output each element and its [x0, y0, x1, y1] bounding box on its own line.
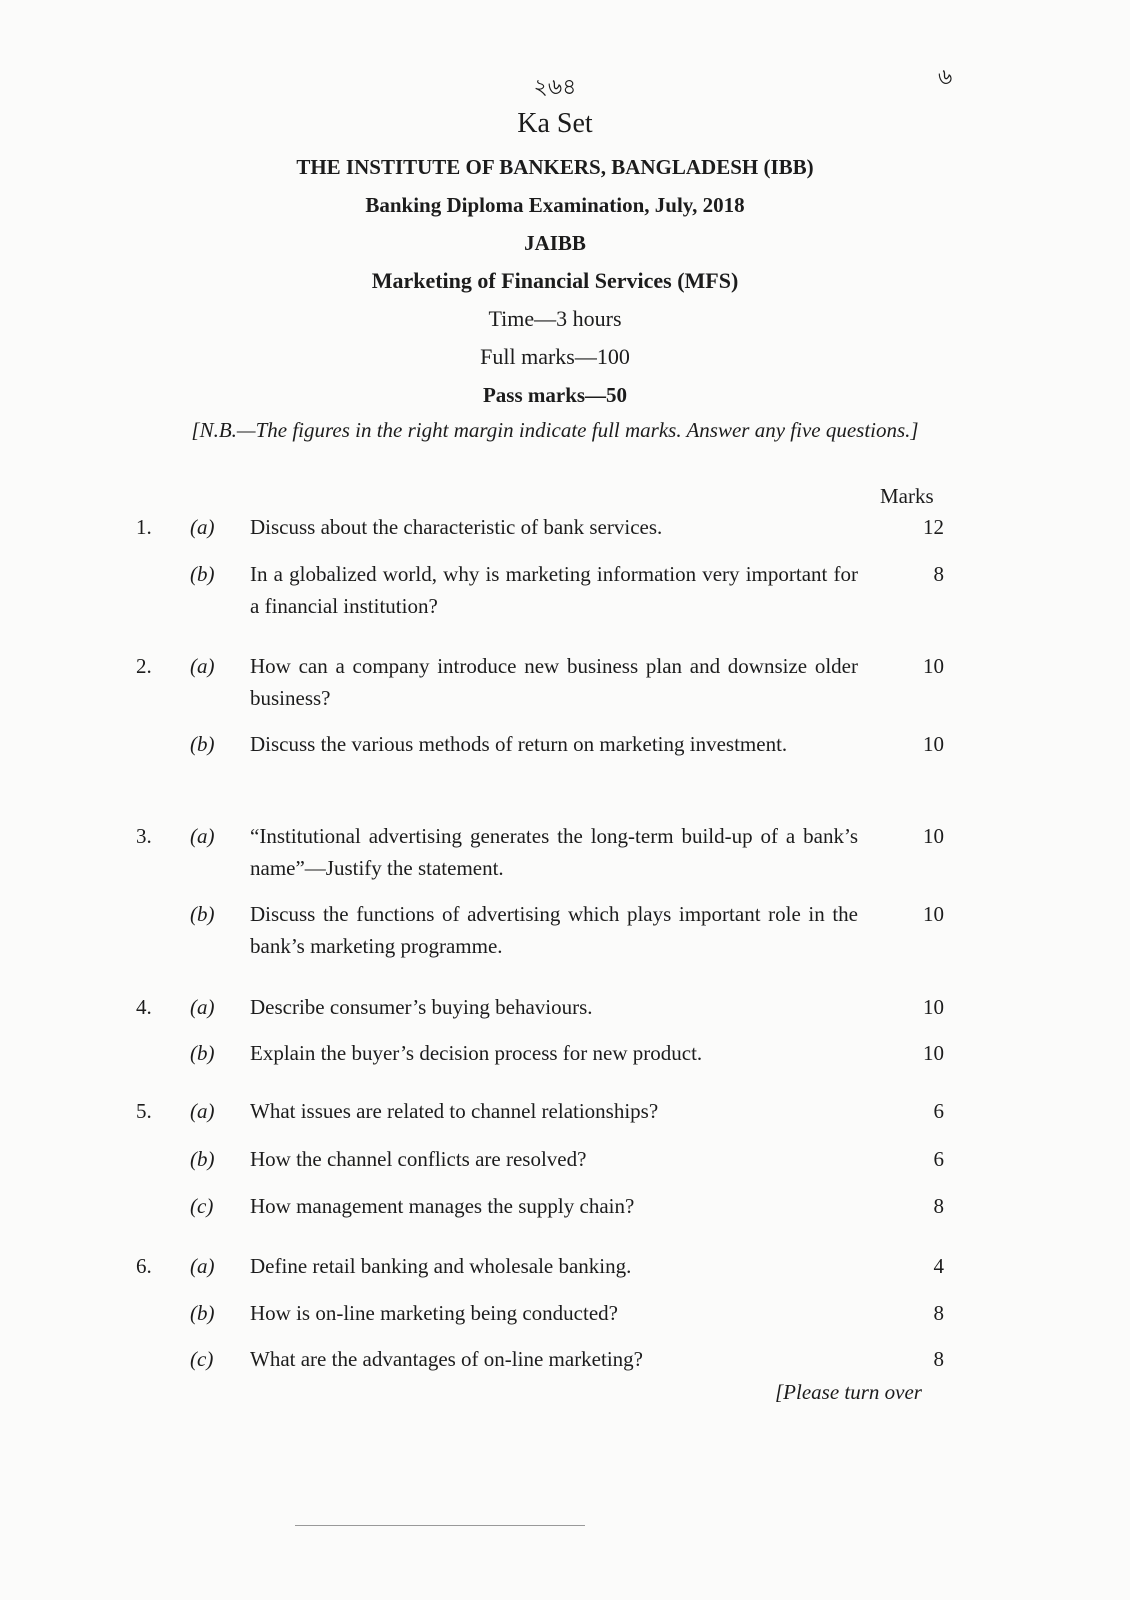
question-text: What issues are related to channel relationships?	[250, 1099, 659, 1123]
question-marks: 4	[933, 1254, 944, 1278]
question-number: 5.	[136, 1099, 152, 1123]
question-text: Define retail banking and wholesale banking.	[250, 1254, 632, 1278]
question-number: 1.	[136, 515, 152, 539]
question-number: 4.	[136, 995, 152, 1019]
question-text: How can a company introduce new business plan and downsize older business?	[250, 654, 858, 710]
question-marks: 10	[923, 654, 944, 678]
question-marks: 10	[923, 824, 944, 848]
turn-over-note: [Please turn over	[775, 1380, 922, 1404]
part-label: (b)	[190, 562, 215, 586]
part-label: (a)	[190, 824, 215, 848]
question-marks: 12	[923, 515, 944, 539]
question-marks: 8	[933, 562, 944, 586]
part-label: (a)	[190, 654, 215, 678]
marks-heading: Marks	[880, 484, 934, 508]
time-allowed: Time—3 hours	[488, 306, 622, 331]
part-label: (a)	[190, 515, 215, 539]
part-label: (b)	[190, 1147, 215, 1171]
part-label: (a)	[190, 1099, 215, 1123]
question-number: 3.	[136, 824, 152, 848]
question-text: In a globalized world, why is marketing information very important for a financial institution?	[250, 562, 858, 618]
question-text: Describe consumer’s buying behaviours.	[250, 995, 593, 1019]
page-number: ৬	[938, 65, 953, 90]
question-marks: 8	[933, 1301, 944, 1325]
question-text: Explain the buyer’s decision process for new product.	[250, 1041, 703, 1065]
question-number: 2.	[136, 654, 152, 678]
question-text: How management manages the supply chain?	[250, 1194, 635, 1218]
instructions: [N.B.—The figures in the right margin indicate full marks. Answer any five questions.]	[191, 418, 919, 442]
question-text: Discuss the functions of advertising which plays important role in the bank’s marketing programme.	[250, 902, 858, 958]
full-marks: Full marks—100	[480, 344, 630, 369]
question-text: Discuss about the characteristic of bank services.	[250, 515, 663, 539]
institute-name: THE INSTITUTE OF BANKERS, BANGLADESH (IBB)	[296, 155, 814, 179]
question-text: “Institutional advertising generates the long-term build-up of a bank’s name”—Justify the statement.	[250, 824, 858, 880]
bottom-divider	[295, 1525, 585, 1526]
question-text: How is on-line marketing being conducted?	[250, 1301, 618, 1325]
part-label: (a)	[190, 995, 215, 1019]
part-label: (c)	[190, 1194, 214, 1218]
part-label: (a)	[190, 1254, 215, 1278]
part-label: (b)	[190, 732, 215, 756]
exam-header	[0, 104, 1110, 414]
subject-title: Marketing of Financial Services (MFS)	[371, 268, 739, 293]
question-marks: 10	[923, 732, 944, 756]
part-label: (b)	[190, 1301, 215, 1325]
question-marks: 10	[923, 902, 944, 926]
exam-name: Banking Diploma Examination, July, 2018	[365, 193, 745, 217]
question-marks: 10	[923, 995, 944, 1019]
question-marks: 8	[933, 1194, 944, 1218]
part-label: (b)	[190, 1041, 215, 1065]
pass-marks: Pass marks—50	[482, 383, 628, 407]
question-text: What are the advantages of on-line marketing?	[250, 1347, 643, 1371]
question-text: Discuss the various methods of return on marketing investment.	[250, 732, 788, 756]
exam-level: JAIBB	[524, 231, 586, 255]
set-label: Ka Set	[517, 108, 593, 139]
question-text: How the channel conflicts are resolved?	[250, 1147, 587, 1171]
question-number: 6.	[136, 1254, 152, 1278]
question-marks: 6	[933, 1099, 944, 1123]
question-marks: 10	[923, 1041, 944, 1065]
part-label: (c)	[190, 1347, 214, 1371]
question-marks: 8	[933, 1347, 944, 1371]
paper-code: ২৬৪	[533, 75, 577, 100]
part-label: (b)	[190, 902, 215, 926]
question-marks: 6	[933, 1147, 944, 1171]
